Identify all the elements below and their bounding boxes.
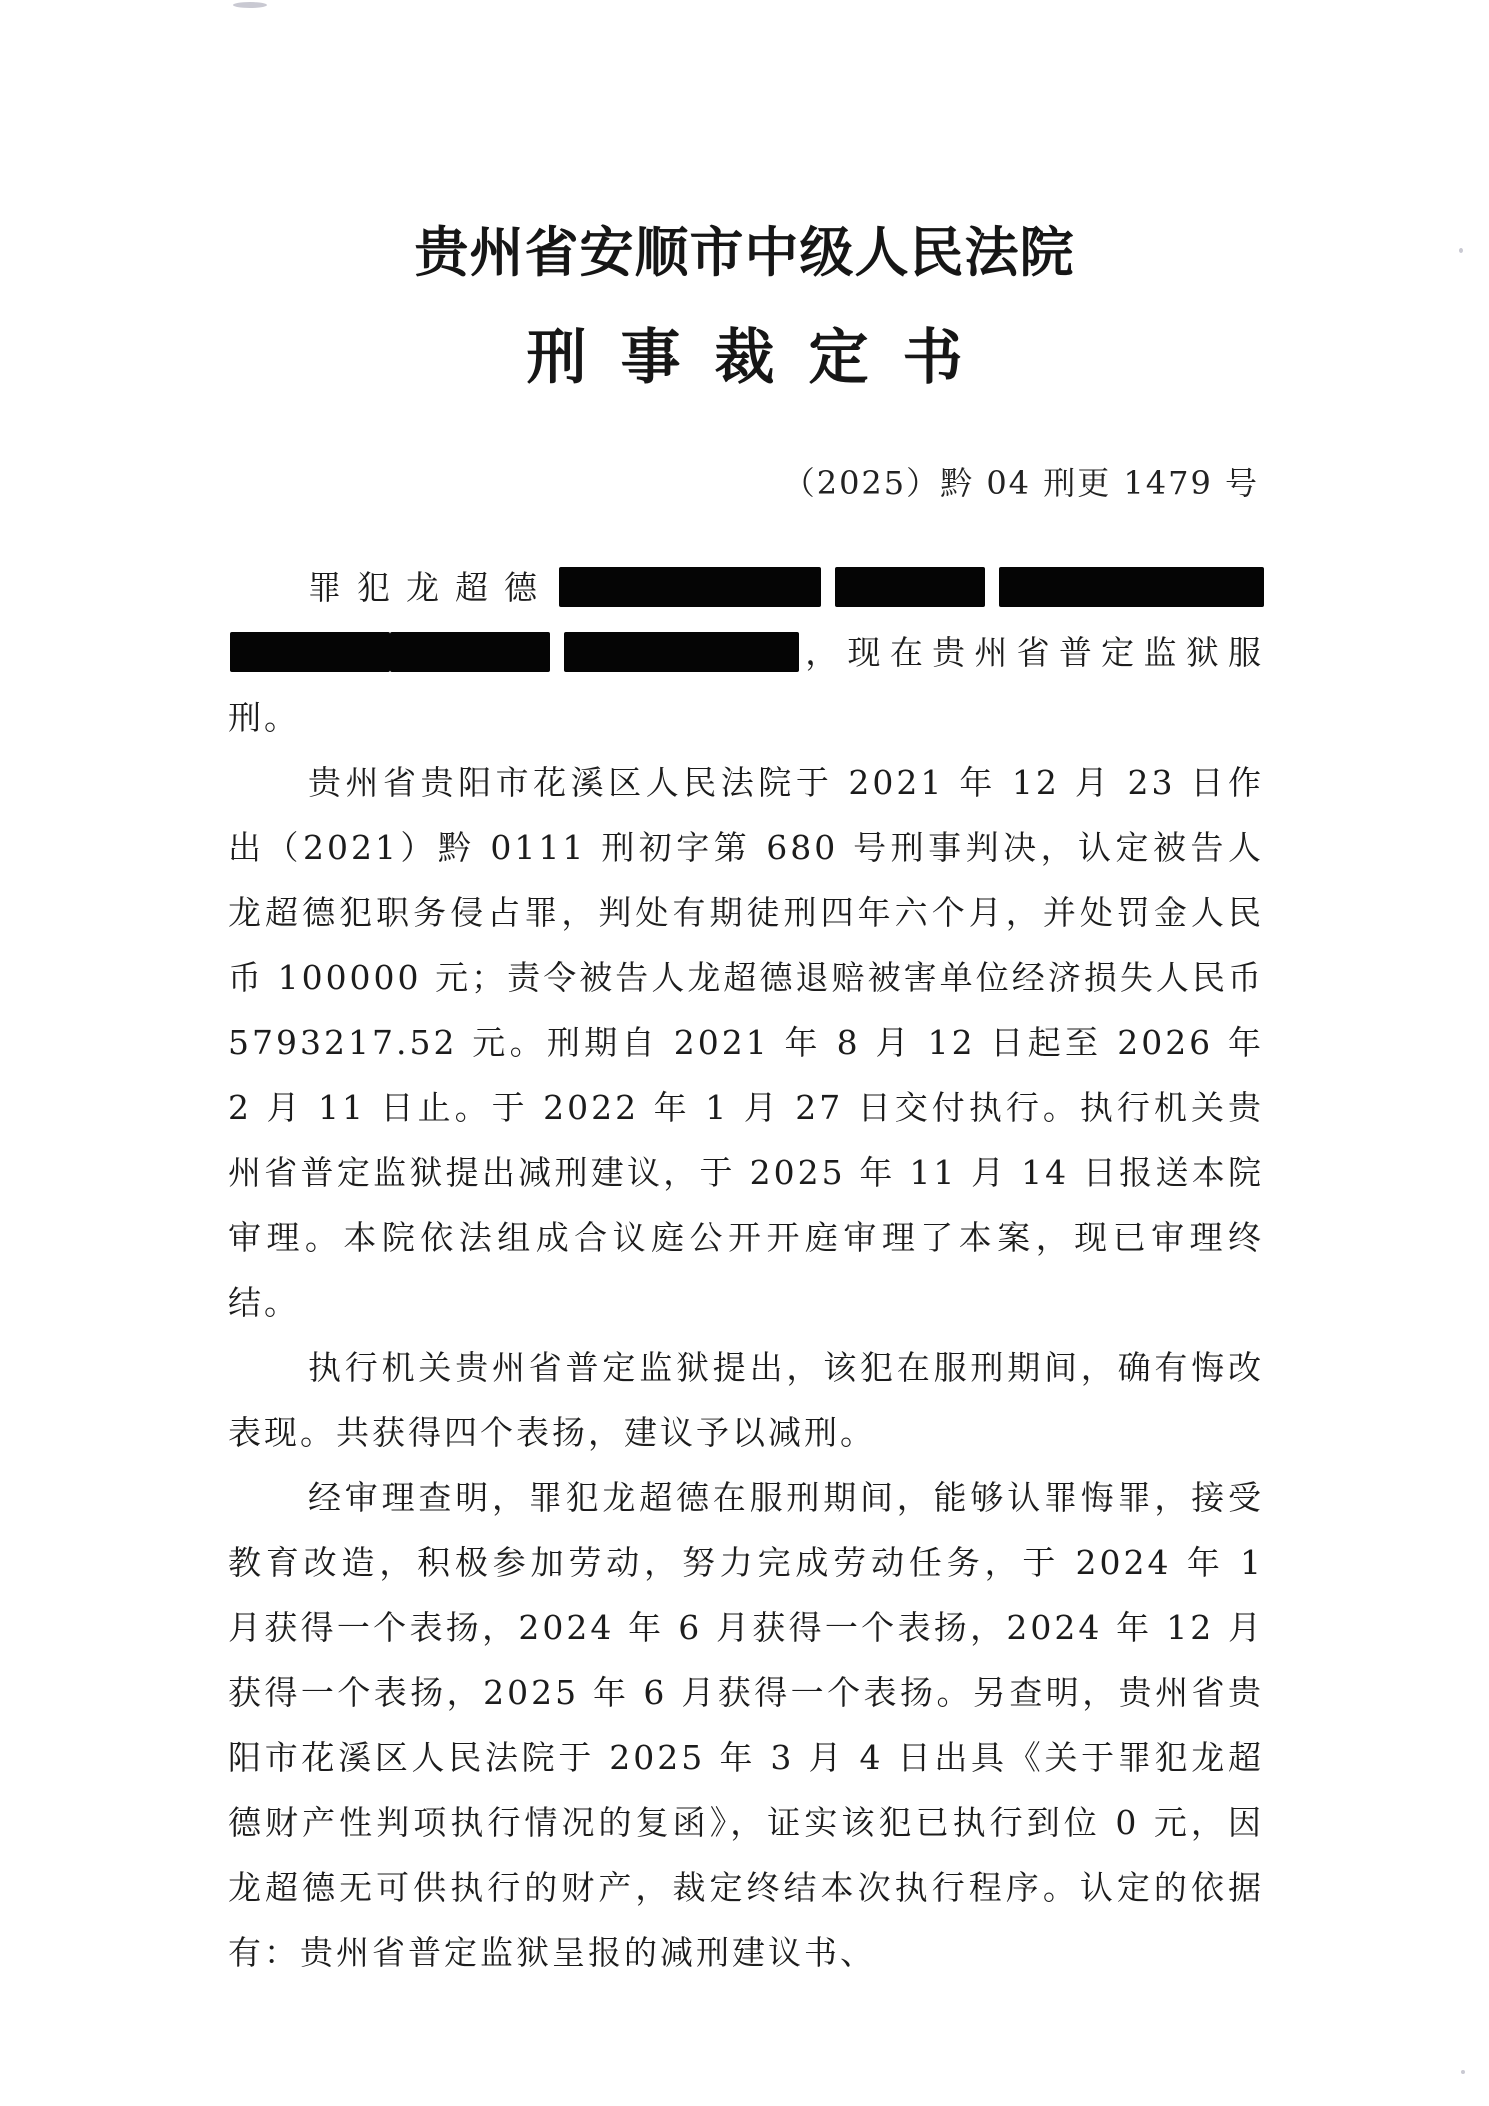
paragraph-defendant — [228, 555, 1264, 750]
redaction-block — [564, 632, 799, 672]
document-body — [228, 555, 1264, 1985]
paragraph-prison-proposal: 执行机关贵州省普定监狱提出，该犯在服刑期间，确有悔改表现。共获得四个表扬，建议予以减刑。 — [228, 1348, 1264, 1452]
redaction-block — [390, 632, 550, 672]
scan-artifact — [1461, 2070, 1465, 2074]
redaction-block — [559, 567, 821, 607]
court-name-title: 贵州省安顺市中级人民法院 — [414, 221, 1075, 284]
paragraph-findings: 经审理查明，罪犯龙超德在服刑期间，能够认罪悔罪，接受教育改造，积极参加劳动，努力完成劳动任务，于 2024 年 1 月获得一个表扬，2024 年 6 月获得一个表扬，2024 年 12 月获得一个表扬，2025 年 6 月获得一个表扬。另查明，贵州省贵阳市花溪区人民法院于 2025 年 3 月 4 日出具《关于罪犯龙超德财产性判项执行情况的复函》，证实该犯已执行到位 0 元，因龙超德无可供执行的财产，裁定终结本次执行程序。认定的依据有：贵州省普定监狱呈报的减刑建议书、 — [228, 1478, 1264, 1972]
scan-artifact — [233, 2, 267, 8]
scan-artifact — [1459, 248, 1463, 253]
paragraph-original-judgment: 贵州省贵阳市花溪区人民法院于 2021 年 12 月 23 日作出（2021）黔 0111 刑初字第 680 号刑事判决，认定被告人龙超德犯职务侵占罪，判处有期徒刑四年六个月，并处罚金人民币 100000 元；责令被告人龙超德退赔被害单位经济损失人民币 5793217.52 元。刑期自 2021 年 8 月 12 日起至 2026 年 2 月 11 日止。于 2022 年 1 月 27 日交付执行。执行机关贵州省普定监狱提出减刑建议，于 2025 年 11 月 14 日报送本院审理。本院依法组成合议庭公开开庭审理了本案，现已审理终结。 — [228, 763, 1264, 1322]
case-number: （2025）黔 04 刑更 1479 号 — [782, 464, 1259, 502]
redaction-block — [999, 567, 1264, 607]
defendant-lead-text: 罪犯龙超德 — [308, 568, 553, 607]
defendant-tail-text: ，现在贵州省普定监狱服刑。 — [228, 633, 1264, 737]
redaction-block — [230, 632, 390, 672]
redaction-block — [835, 567, 985, 607]
document-type-title: 刑事裁定书 — [526, 323, 997, 393]
